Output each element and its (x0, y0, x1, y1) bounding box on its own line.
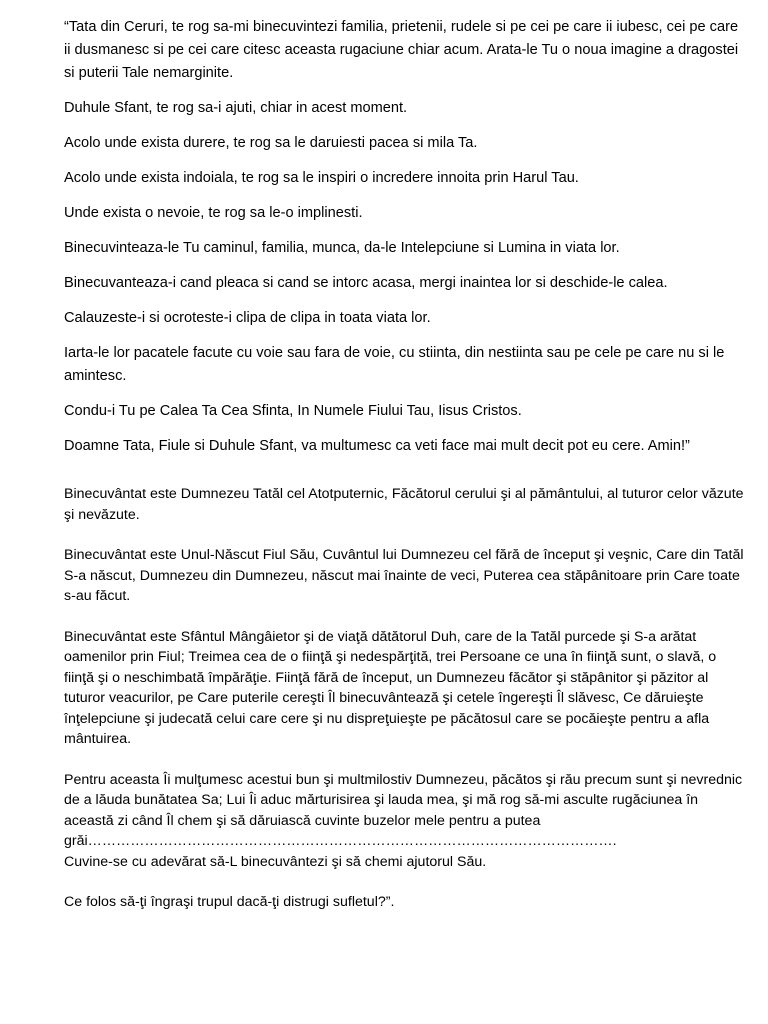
document-page (64, 0, 748, 933)
prayer-paragraph: Binecuvinteaza-le Tu caminul, familia, munca, da-le Intelepciune si Lumina in viata lor. (64, 240, 620, 256)
prayer-paragraph: Binecuvanteaza-i cand pleaca si cand se intorc acasa, mergi inaintea lor si deschide-le calea. (64, 275, 668, 291)
doxology-paragraph: Pentru aceasta Îi mulţumesc acestui bun şi multmilostiv Dumnezeu, păcătos şi rău precum sunt şi nevrednic de a lăuda bunătatea Sa; Lui Îi aduc mărturisirea şi lauda mea, şi mă rog să-mi asculte rugăciunea în această zi când Îl chem şi să dăruiască cuvinte buzelor mele pentru a putea grăi…………………………………………………………………………………………………. (64, 771, 743, 849)
prayer-paragraph: Unde exista o nevoie, te rog sa le-o implinesti. (64, 205, 363, 221)
prayer-paragraph: Duhule Sfant, te rog sa-i ajuti, chiar in acest moment. (64, 100, 408, 116)
doxology-paragraph: Binecuvântat este Sfântul Mângâietor şi de viaţă dătătorul Duh, care de la Tatăl purcede şi S-a arătat oamenilor prin Fiul; Treimea cea de o fiinţă şi nedespărţită, trei Persoane ce una în fiinţă sunt, o slavă, o fiinţă şi o neschimbată împărăţie. Fiinţă fără de început, un Dumnezeu făcător şi stăpânitor şi păzitor al tuturor veacurilor, pe Care puterile cereşti Îl binecuvântează şi cetele îngereşti Îl slăvesc, Ce dăruieşte înţelepciune şi judecată celui care cere şi nu dispreţuieşte pe păcătosul care se pocăieşte pentru a afla mântuirea. (64, 628, 717, 747)
prayer-paragraph: Doamne Tata, Fiule si Duhule Sfant, va multumesc ca veti face mai mult decit pot eu cere. Amin!” (64, 438, 690, 454)
prayer-paragraph: Calauzeste-i si ocroteste-i clipa de clipa in toata viata lor. (64, 310, 431, 326)
prayer-paragraph: Acolo unde exista durere, te rog sa le daruiesti pacea si mila Ta. (64, 135, 478, 151)
prayer-paragraph: Iarta-le lor pacatele facute cu voie sau fara de voie, cu stiinta, din nestiinta sau pe cele pe care nu si le amintesc. (64, 345, 725, 384)
prayer-section (64, 0, 748, 458)
prayer-paragraph: Condu-i Tu pe Calea Ta Cea Sfinta, In Numele Fiului Tau, Iisus Cristos. (64, 403, 522, 419)
prayer-paragraph: “Tata din Ceruri, te rog sa-mi binecuvintezi familia, prietenii, rudele si pe cei pe care ii iubesc, cei pe care ii dusmanesc si pe cei care citesc aceasta rugaciune chiar acum. Arata-le Tu o noua imagine a dragostei si puterii Tale nemarginite. (64, 19, 739, 81)
prayer-paragraph: Acolo unde exista indoiala, te rog sa le inspiri o incredere innoita prin Harul Tau. (64, 170, 579, 186)
doxology-paragraph: Binecuvântat este Dumnezeu Tatăl cel Atotputernic, Făcătorul cerului şi al pământului, al tuturor celor văzute şi nevăzute. (64, 486, 744, 523)
doxology-paragraph: Cuvine-se cu adevărat să-L binecuvântezi şi să chemi ajutorul Său. (64, 853, 487, 870)
doxology-paragraph: Ce folos să-ţi îngraşi trupul dacă-ţi distrugi sufletul?”. (64, 894, 395, 910)
doxology-section (64, 484, 748, 913)
doxology-paragraph: Binecuvântat este Unul-Născut Fiul Său, Cuvântul lui Dumnezeu cel fără de început şi veşnic, Care din Tatăl S-a născut, Dumnezeu din Dumnezeu, născut mai înainte de veci, Puterea cea stăpânitoare prin Care toate s-au făcut. (64, 547, 744, 604)
